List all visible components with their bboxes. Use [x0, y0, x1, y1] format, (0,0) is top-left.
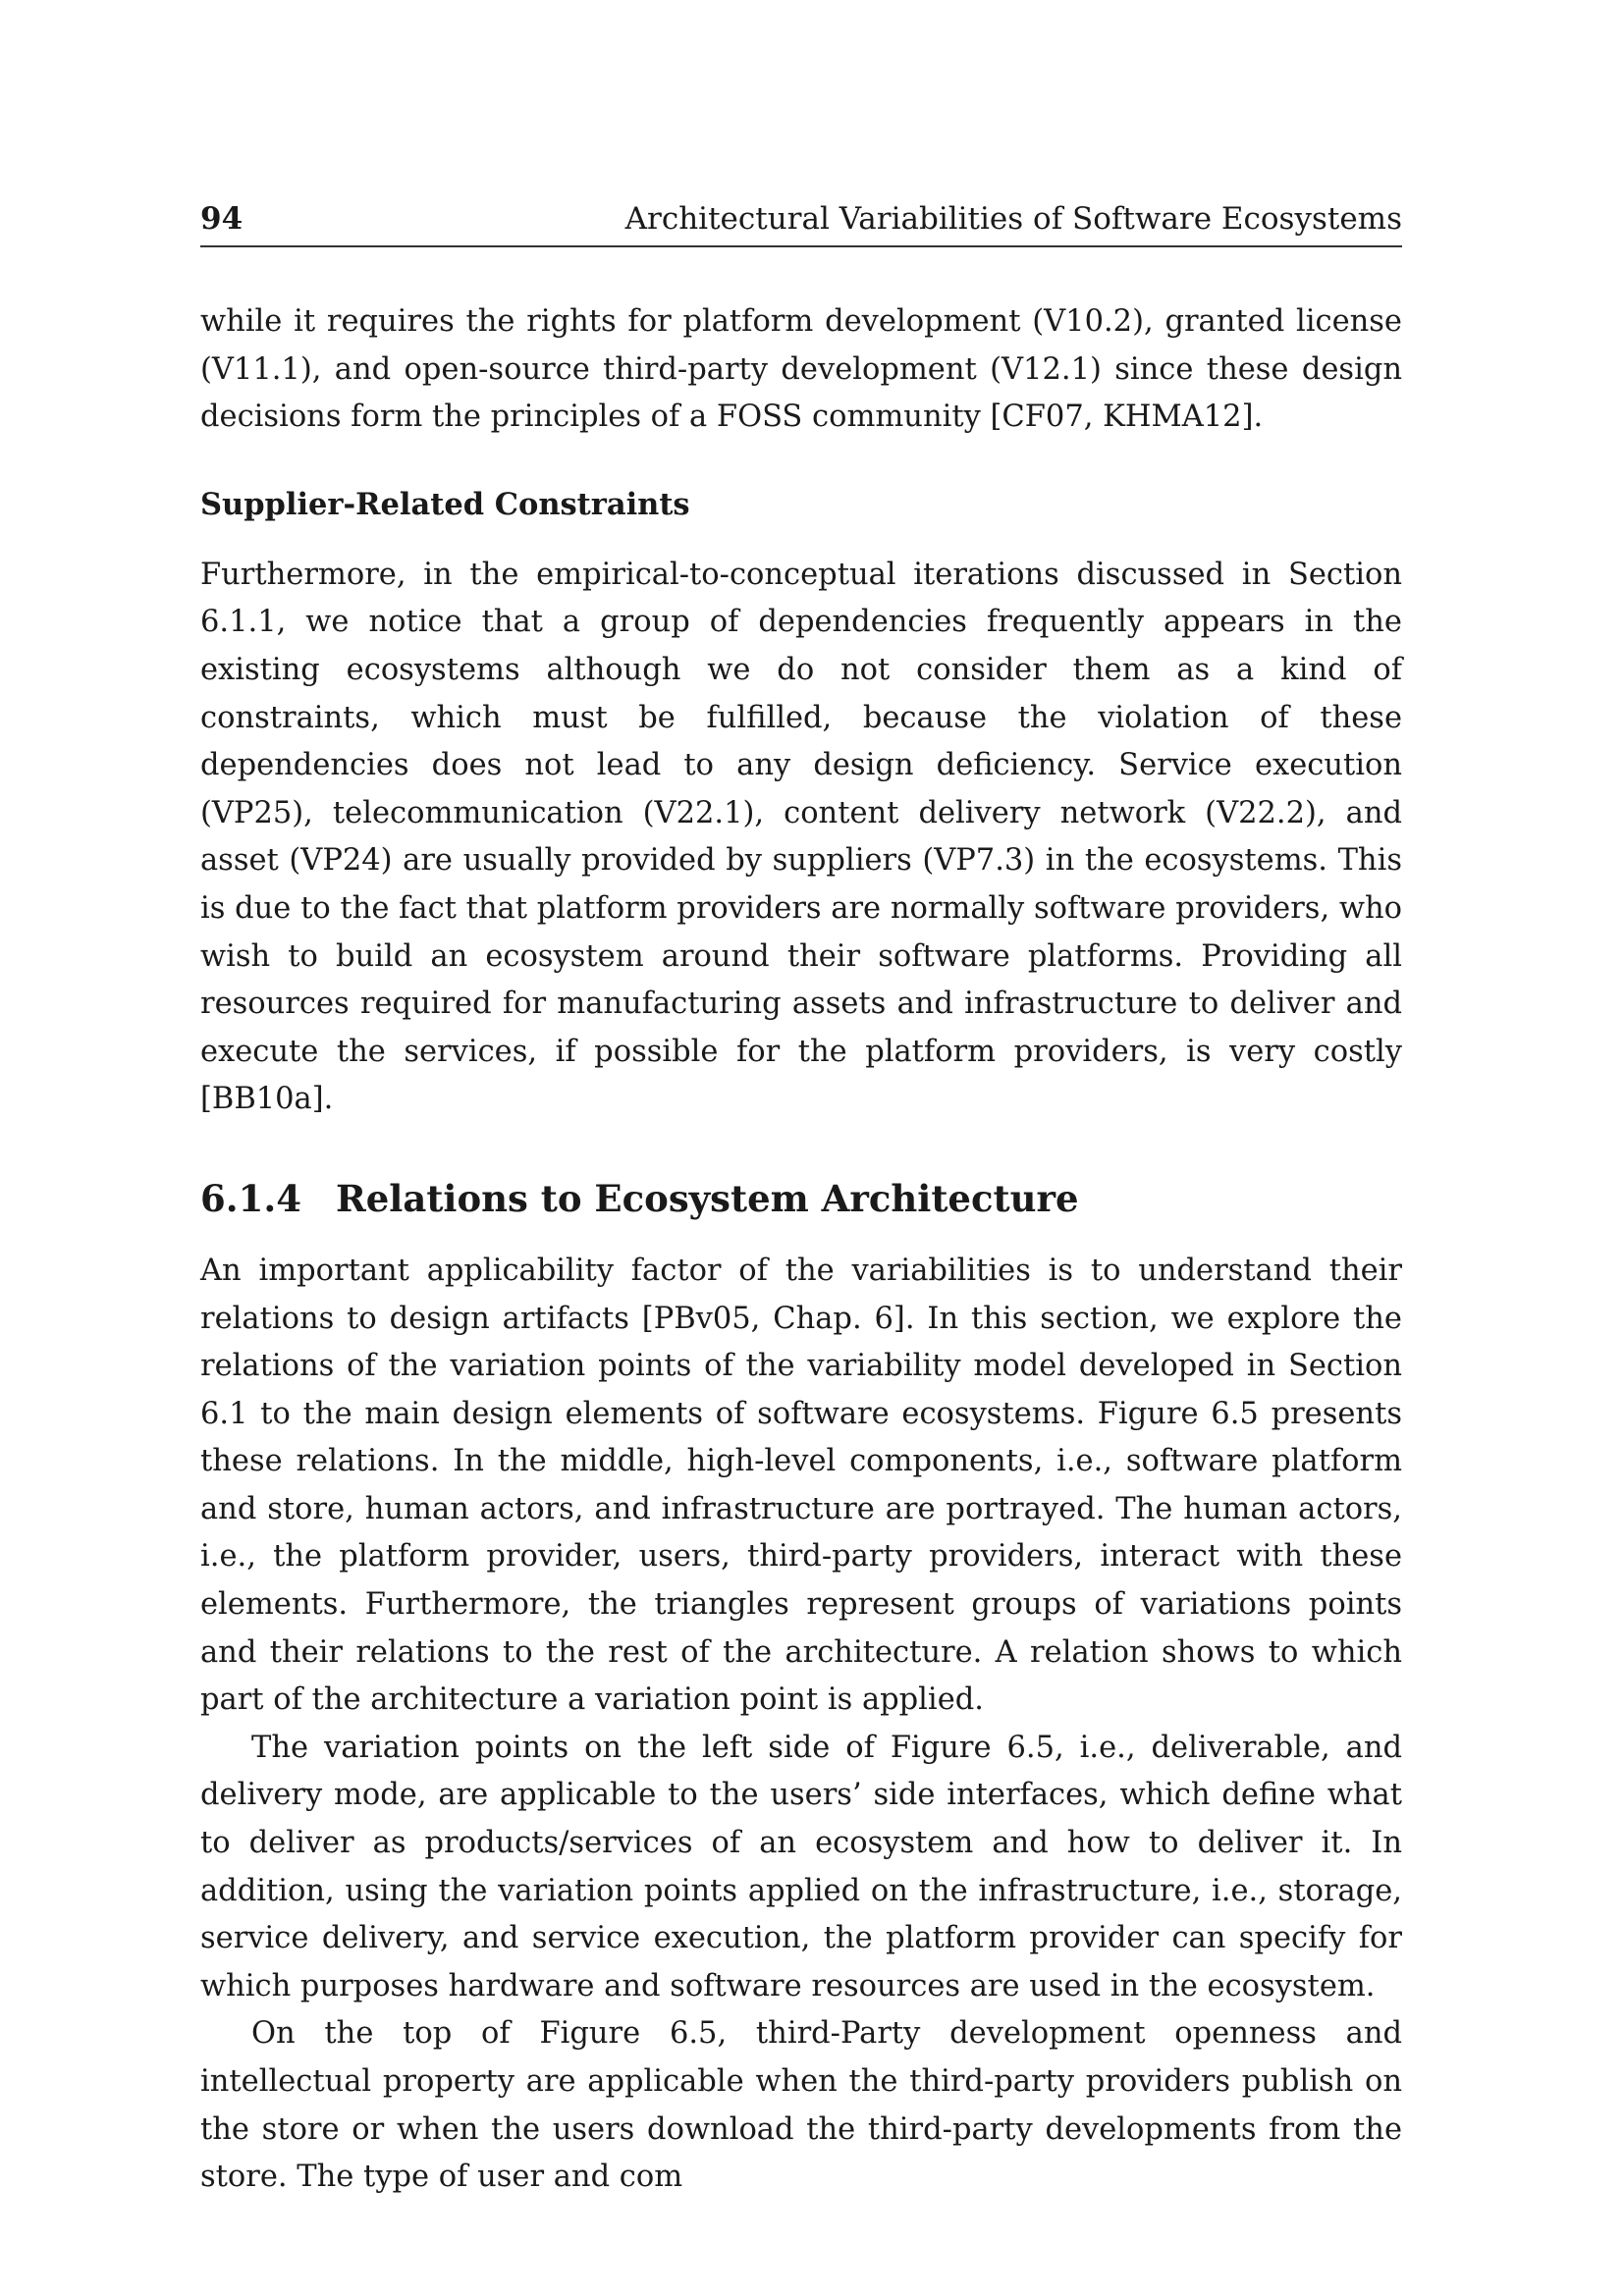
- body-paragraph-left-side: The variation points on the left side of Figure 6.5, i.e., deliverable, and delivery mode, are applicable to the users’ side interfaces, which define what to deliver as products/services of an ecosystem and how to deliver it. In addition, using the variation points applied on the infrastructure, i.e., storage, service delivery, and service execution, the platform provider can specify for which purposes hardware and software resources are used in the ecosystem.: [200, 1730, 1402, 2003]
- body-paragraph-continuation: while it requires the rights for platform development (V10.2), granted license (V11.1), and open-source third-party development (V12.1) since these design decisions form the principles of a FOSS community [CF07, KHMA12].: [200, 304, 1402, 435]
- paragraph-subheading: Supplier-Related Constraints: [200, 486, 690, 522]
- running-header: [200, 196, 1402, 247]
- body-paragraph-top: On the top of Figure 6.5, third-Party development openness and intellectual property are applicable when the third-party providers publish on the store or when the users download the third-party developments from the store. The type of user and com: [200, 2016, 1402, 2195]
- body-paragraph-relations: An important applicability factor of the variabilities is to understand their relations to design artifacts [PBv05, Chap. 6]. In this section, we explore the relations of the variation points of the variability model developed in Section 6.1 to the main design elements of software ecosystems. Figure 6.5 presents these relations. In the middle, high-level components, i.e., software platform and store, human actors, and infrastructure are portrayed. The human actors, i.e., the platform provider, users, third-party providers, interact with these elements. Furthermore, the triangles represent groups of variations points and their relations to the rest of the architecture. A relation shows to which part of the architecture a variation point is applied.: [200, 1253, 1402, 1718]
- section-number: 6.1.4: [200, 1176, 301, 1220]
- body-paragraph-suppliers: Furthermore, in the empirical-to-conceptual iterations discussed in Section 6.1.1, we notice that a group of dependencies frequently appears in the existing ecosystems although we do not consider them as a kind of constraints, which must be fulfilled, because the violation of these dependencies does not lead to any design deficiency. Service execution (VP25), telecommunication (V22.1), content delivery network (V22.2), and asset (VP24) are usually provided by suppliers (VP7.3) in the ecosystems. This is due to the fact that platform providers are normally software providers, who wish to build an ecosystem around their software platforms. Providing all resources required for manufacturing assets and infrastructure to deliver and execute the services, if possible for the platform providers, is very costly [BB10a].: [200, 557, 1402, 1117]
- section-title: Relations to Ecosystem Architecture: [336, 1176, 1079, 1220]
- running-title: Architectural Variabilities of Software Ecosystems: [624, 201, 1402, 237]
- page-content: [200, 196, 1402, 2202]
- section-heading: [200, 1173, 1402, 1224]
- page-number: 94: [200, 201, 244, 237]
